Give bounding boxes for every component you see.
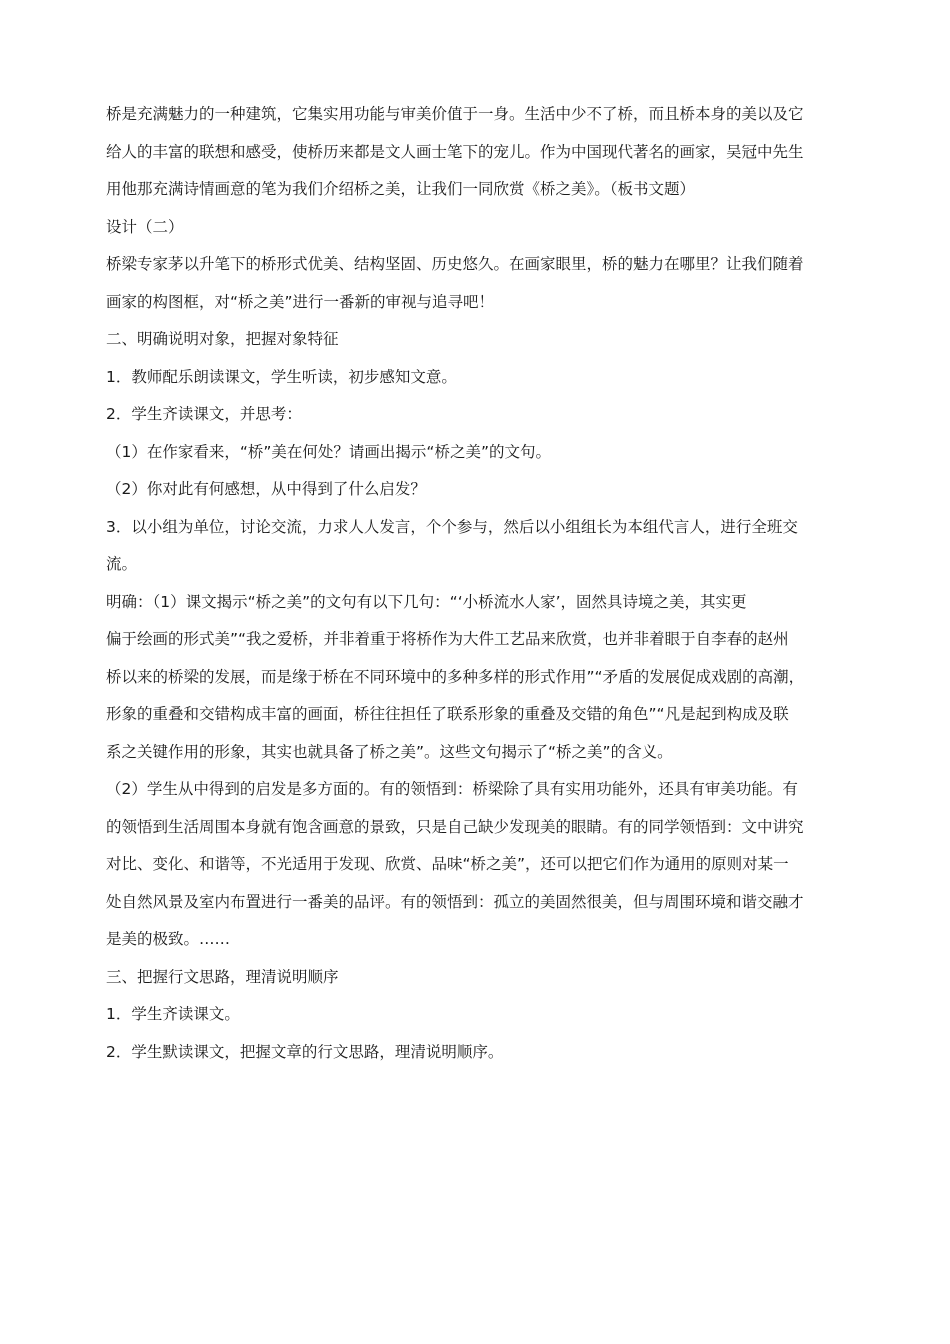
section-heading: 设计（二） <box>106 217 184 236</box>
paragraph-line: 处自然风景及室内布置进行一番美的品评。有的领悟到：孤立的美固然很美，但与周围环境和谐交融才 <box>106 892 804 911</box>
paragraph-line: 给人的丰富的联想和感受，使桥历来都是文人画士笔下的宠儿。作为中国现代著名的画家，吴冠中先生 <box>106 142 804 161</box>
sub-list-item: （2）你对此有何感想，从中得到了什么启发？ <box>106 480 426 498</box>
list-item: 2．学生齐读课文，并思考： <box>106 405 302 423</box>
paragraph-line: 流。 <box>106 555 138 573</box>
paragraph-line: 的领悟到生活周围本身就有饱含画意的景致，只是自己缺少发现美的眼睛。有的同学领悟到：文中讲究 <box>106 817 804 836</box>
section-heading: 二、明确说明对象，把握对象特征 <box>106 330 339 348</box>
paragraph-line: 桥以来的桥梁的发展，而是缘于桥在不同环境中的多种多样的形式作用”“矛盾的发展促成戏剧的高潮， <box>106 667 805 686</box>
paragraph-line: 对比、变化、和谐等，不光适用于发现、欣赏、品味“桥之美”，还可以把它们作为通用的原则对某一 <box>106 855 789 873</box>
paragraph-line: （2）学生从中得到的启发是多方面的。有的领悟到：桥梁除了具有实用功能外，还具有审美功能。有 <box>106 780 798 798</box>
paragraph-line: 桥梁专家茅以升笔下的桥形式优美、结构坚固、历史悠久。在画家眼里，桥的魅力在哪里？让我们随着 <box>106 255 804 273</box>
document-body <box>106 96 866 1071</box>
paragraph-line: 是美的极致。…… <box>106 930 231 948</box>
list-item: 1．学生齐读课文。 <box>106 1005 240 1023</box>
paragraph-line: 画家的构图框，对“桥之美”进行一番新的审视与追寻吧！ <box>106 292 495 311</box>
section-heading: 三、把握行文思路，理清说明顺序 <box>106 967 339 986</box>
paragraph-line: 用他那充满诗情画意的笔为我们介绍桥之美，让我们一同欣赏《桥之美》。（板书文题） <box>106 180 696 198</box>
paragraph-line: 偏于绘画的形式美”“我之爱桥，并非着重于将桥作为大件工艺品来欣赏，也并非着眼于自李春的赵州 <box>106 630 789 648</box>
sub-list-item: （1）在作家看来，“桥”美在何处？请画出揭示“桥之美”的文句。 <box>106 442 551 461</box>
list-item: 3．以小组为单位，讨论交流，力求人人发言，个个参与，然后以小组组长为本组代言人，进行全班交 <box>106 517 798 536</box>
list-item: 2．学生默读课文，把握文章的行文思路，理清说明顺序。 <box>106 1042 504 1061</box>
paragraph-line: 系之关键作用的形象，其实也就具备了桥之美”。这些文句揭示了“桥之美”的含义。 <box>106 742 673 761</box>
paragraph-line: 桥是充满魅力的一种建筑，它集实用功能与审美价值于一身。生活中少不了桥，而且桥本身的美以及它 <box>106 105 804 123</box>
list-item: 1．教师配乐朗读课文，学生听读，初步感知文意。 <box>106 367 457 386</box>
paragraph-line: 明确：（1）课文揭示“桥之美”的文句有以下几句：“‘小桥流水人家’，固然具诗境之美，其实更 <box>106 592 747 611</box>
paragraph-line: 形象的重叠和交错构成丰富的画面，桥往往担任了联系形象的重叠及交错的角色”“凡是起到构成及联 <box>106 705 789 723</box>
